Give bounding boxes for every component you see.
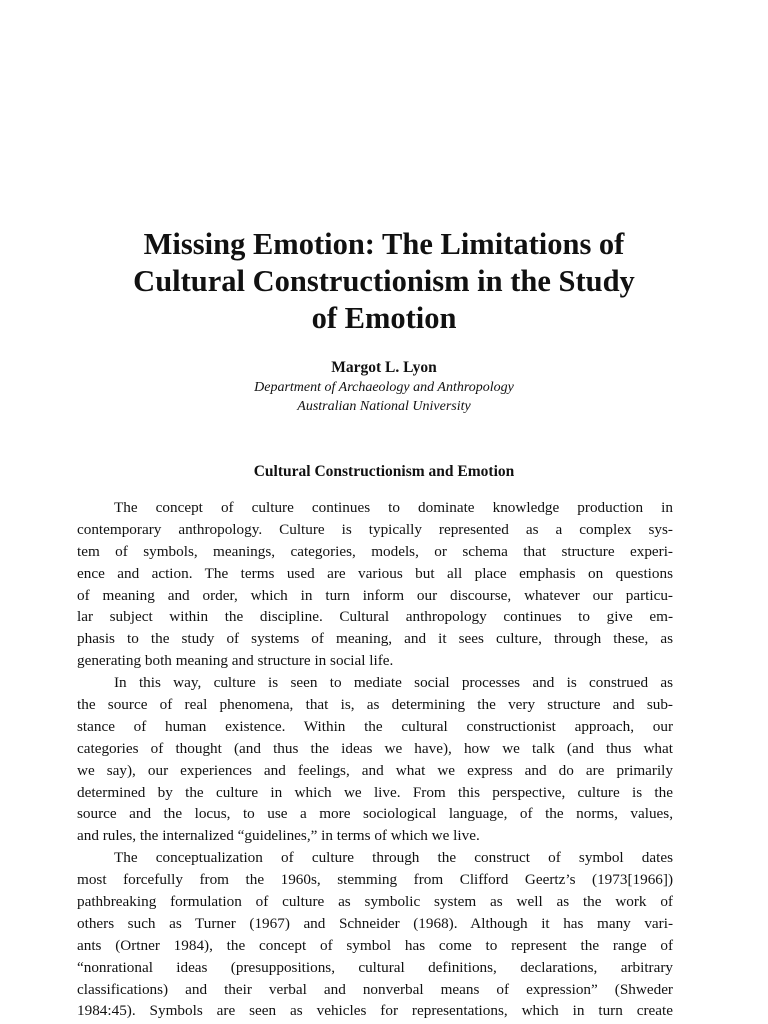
title-line: Cultural Constructionism in the Study: [133, 264, 635, 298]
body-line: generating both meaning and structure in social life.: [77, 652, 394, 670]
title-line: of Emotion: [311, 301, 457, 335]
section-heading: Cultural Constructionism and Emotion: [253, 463, 515, 480]
body-line: stance of human existence. Within the cultural constructionist approach, our: [77, 717, 673, 735]
body-line: tem of symbols, meanings, categories, models, or schema that structure experi-: [77, 542, 673, 560]
author-name: Margot L. Lyon: [331, 359, 437, 376]
body-line: and rules, the internalized “guidelines,” in terms of which we live.: [77, 827, 480, 845]
body-line: most forcefully from the 1960s, stemming from Clifford Geertz’s (1973[1966]): [77, 871, 673, 889]
body-line: lar subject within the discipline. Cultural anthropology continues to give em-: [77, 608, 673, 626]
body-line: The conceptualization of culture through the construct of symbol dates: [114, 849, 673, 867]
author-affiliation-department: Department of Archaeology and Anthropology: [254, 380, 514, 395]
body-line: 1984:45). Symbols are seen as vehicles for representations, which in turn create: [77, 1002, 673, 1020]
body-line: we say), our experiences and feelings, and what we express and do are primarily: [77, 761, 673, 779]
body-line: “nonrational ideas (presuppositions, cultural definitions, declarations, arbitrary: [77, 958, 673, 976]
body-text: [77, 497, 673, 1022]
body-line: contemporary anthropology. Culture is typically represented as a complex sys-: [77, 520, 673, 538]
body-line: of meaning and order, which in turn inform our discourse, whatever our particu-: [77, 586, 673, 604]
body-line: source and the locus, to use a more sociological language, of the norms, values,: [77, 805, 673, 823]
body-line: categories of thought (and thus the ideas we have), how we talk (and thus what: [77, 739, 673, 757]
body-line: pathbreaking formulation of culture as symbolic system as well as the work of: [77, 893, 673, 911]
body-line: determined by the culture in which we live. From this perspective, culture is the: [77, 783, 673, 801]
body-line: classifications) and their verbal and nonverbal means of expression” (Shweder: [77, 980, 673, 998]
body-line: others such as Turner (1967) and Schneider (1968). Although it has many vari-: [77, 914, 673, 932]
author-affiliation-university: Australian National University: [297, 399, 471, 414]
body-line: ants (Ortner 1984), the concept of symbol has come to represent the range of: [77, 936, 673, 954]
title-line: Missing Emotion: The Limitations of: [143, 227, 625, 261]
body-line: phasis to the study of systems of meaning, and it sees culture, through these, as: [77, 630, 673, 648]
body-line: the source of real phenomena, that is, as determining the very structure and sub-: [77, 696, 673, 714]
body-line: ence and action. The terms used are various but all place emphasis on questions: [77, 564, 673, 582]
article-title: [40, 226, 728, 337]
body-line: The concept of culture continues to dominate knowledge production in: [114, 499, 673, 516]
body-line: In this way, culture is seen to mediate social processes and is construed as: [114, 674, 673, 692]
